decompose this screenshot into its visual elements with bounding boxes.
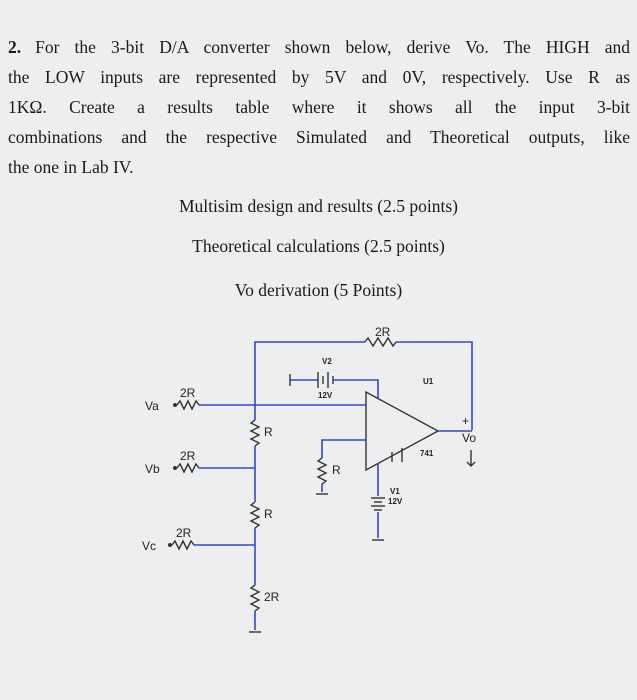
vb-label: Vb (145, 462, 160, 476)
vo-label: Vo (462, 431, 477, 445)
points-derivation: Vo derivation (5 Points) (234, 280, 403, 300)
vc-label: Vc (142, 539, 157, 553)
v2-label: V2 (322, 357, 332, 366)
vb-resistor (177, 464, 199, 472)
question-line-2: the LOW inputs are represented by 5V and 0V, respectively. Use R as (8, 67, 630, 87)
noninverting-resistor-label: R (332, 463, 341, 477)
points-theoretical: Theoretical calculations (2.5 points) (192, 236, 445, 256)
ladder-r1-label: R (264, 425, 273, 439)
va-terminal (173, 403, 177, 407)
ladder-bottom-label: 2R (264, 590, 280, 604)
feedback-wire (255, 342, 365, 405)
question-line-4: combinations and the respective Simulated and Theoretical outputs, like (8, 127, 630, 147)
feedback-resistor-label: 2R (375, 325, 391, 339)
noninverting-wire (322, 440, 366, 458)
v1-label: V1 (390, 487, 400, 496)
opamp-model: 741 (420, 449, 434, 458)
va-resistor (177, 401, 199, 409)
question-line-5: the one in Lab IV. (8, 157, 134, 177)
v2-value: 12V (318, 391, 333, 400)
ladder-bottom-resistor (251, 585, 259, 611)
vb-terminal (173, 466, 177, 470)
question-number: 2. (8, 37, 22, 57)
points-multisim: Multisim design and results (2.5 points) (178, 196, 459, 216)
u1-label: U1 (423, 377, 434, 386)
ladder-resistor-2 (251, 502, 259, 528)
question-line-1: 2. For the 3-bit D/A converter shown below, derive Vo. The HIGH and (8, 37, 630, 57)
va-label: Va (145, 399, 159, 413)
question-line-3: 1KΩ. Create a results table where it shows all the input 3-bit (8, 97, 630, 117)
vc-resistor (172, 541, 194, 549)
vo-arrow (467, 450, 475, 466)
ladder-resistor-1 (251, 420, 259, 446)
vc-resistor-label: 2R (176, 526, 192, 540)
vc-terminal (168, 543, 172, 547)
vb-resistor-label: 2R (180, 449, 196, 463)
va-resistor-label: 2R (180, 386, 196, 400)
v1-value: 12V (388, 497, 403, 506)
noninverting-resistor (318, 458, 326, 484)
feedback-resistor (365, 338, 396, 346)
ladder-r2-label: R (264, 507, 273, 521)
output-plus: + (462, 414, 470, 428)
